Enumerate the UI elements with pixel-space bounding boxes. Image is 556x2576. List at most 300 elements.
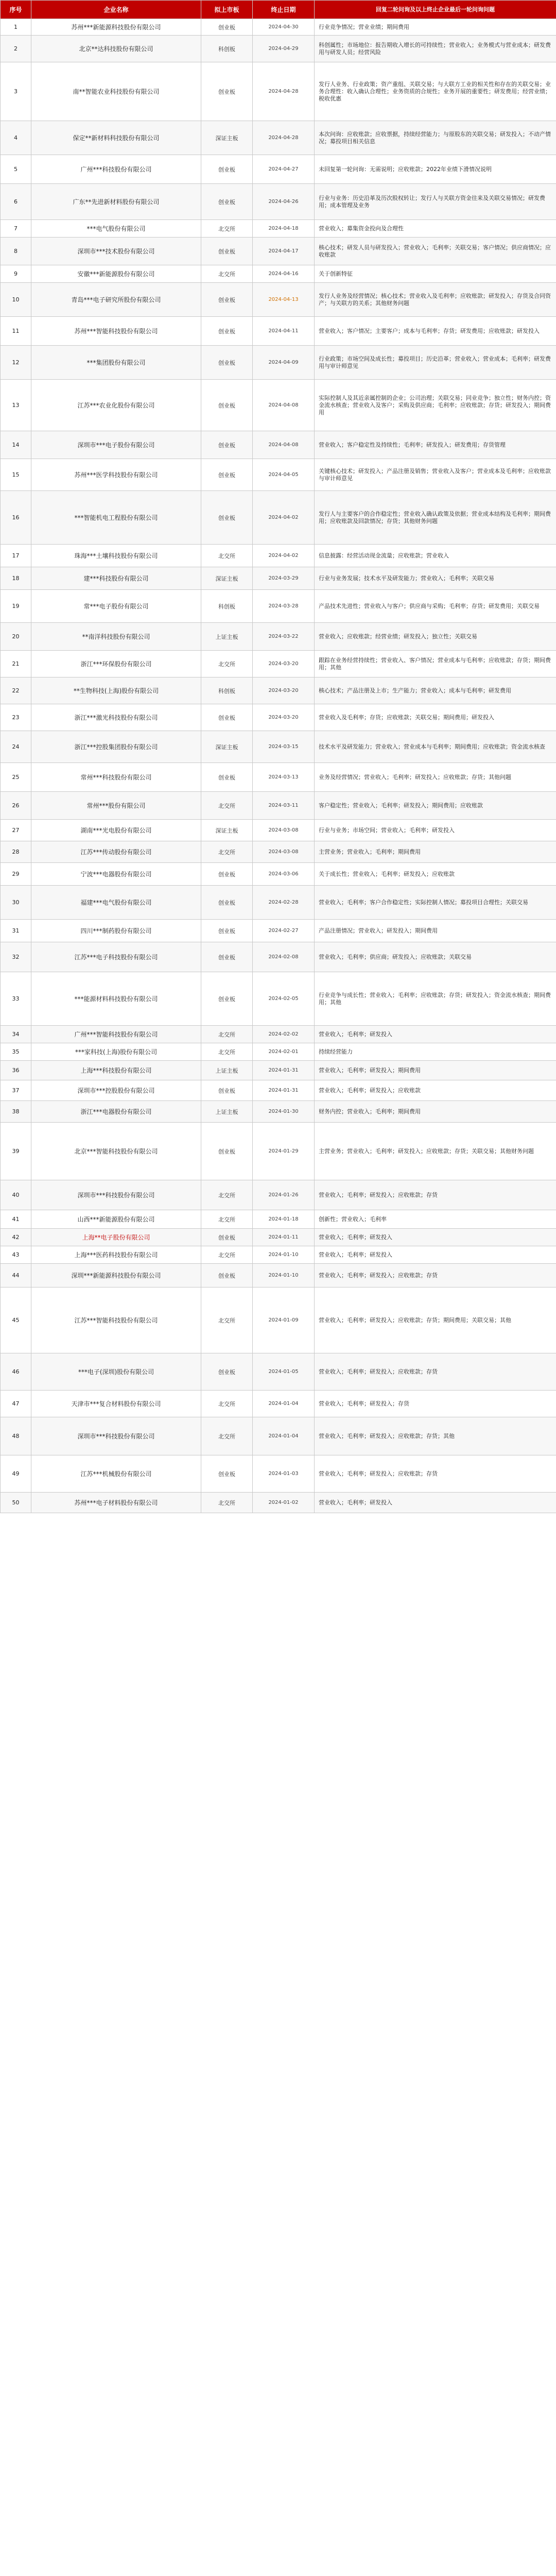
row-number: 50 bbox=[1, 1493, 31, 1513]
inquiry-topics: 营业收入；客户情况；主要客户；成本与毛利率；存货；研发费用；应收账款；研发投入 bbox=[315, 317, 556, 346]
company-name: 浙江***控股集团股份有限公司 bbox=[31, 731, 201, 763]
termination-date: 2024-01-29 bbox=[253, 1123, 315, 1180]
listing-board: 创业板 bbox=[201, 942, 253, 972]
header-date: 终止日期 bbox=[253, 1, 315, 19]
table-row bbox=[1, 36, 556, 62]
inquiry-topics: 营业收入；毛利率；研发投入 bbox=[315, 1026, 556, 1043]
listing-board: 创业板 bbox=[201, 155, 253, 184]
table-row bbox=[1, 380, 556, 431]
table-row bbox=[1, 763, 556, 792]
termination-date: 2024-03-11 bbox=[253, 792, 315, 820]
row-number: 24 bbox=[1, 731, 31, 763]
inquiry-topics: 业务及经营情况；营业收入；毛利率；研发投入；应收账款；存货；其他问题 bbox=[315, 763, 556, 792]
termination-date: 2024-02-27 bbox=[253, 920, 315, 942]
termination-date: 2024-04-28 bbox=[253, 121, 315, 155]
company-name: 天津市***复合材料股份有限公司 bbox=[31, 1391, 201, 1417]
termination-date: 2024-04-28 bbox=[253, 62, 315, 121]
row-number: 37 bbox=[1, 1080, 31, 1101]
inquiry-topics: 发行人与主要客户的合作稳定性；营业收入确认政策及依据；营业成本结构及毛利率；期间费用；应收账款及回款情况；存货；其他财务问题 bbox=[315, 491, 556, 545]
table-row bbox=[1, 346, 556, 380]
table-row bbox=[1, 704, 556, 731]
table-row bbox=[1, 820, 556, 841]
table-row bbox=[1, 1391, 556, 1417]
inquiry-topics: 产品技术先进性；营业收入与客户；供应商与采购；毛利率；存货；研发费用；关联交易 bbox=[315, 590, 556, 623]
termination-date: 2024-03-20 bbox=[253, 651, 315, 677]
table-row bbox=[1, 155, 556, 184]
table-row bbox=[1, 265, 556, 283]
table-row bbox=[1, 841, 556, 863]
inquiry-topics: 营业收入及毛利率；存货；应收账款；关联交易；期间费用；研发投入 bbox=[315, 704, 556, 731]
termination-date: 2024-03-28 bbox=[253, 590, 315, 623]
table-row bbox=[1, 1043, 556, 1061]
inquiry-topics: 核心技术；研发人员与研发投入；营业收入；毛利率；关联交易；客户情况；供应商情况；应收账款 bbox=[315, 238, 556, 265]
termination-date: 2024-01-04 bbox=[253, 1391, 315, 1417]
row-number: 5 bbox=[1, 155, 31, 184]
termination-date: 2024-03-08 bbox=[253, 820, 315, 841]
table-row bbox=[1, 1229, 556, 1246]
termination-date: 2024-01-18 bbox=[253, 1210, 315, 1229]
row-number: 44 bbox=[1, 1264, 31, 1287]
listing-board: 创业板 bbox=[201, 863, 253, 886]
company-name: 珠海***土壤科技股份有限公司 bbox=[31, 545, 201, 567]
company-name: **生物科技(上海)股份有限公司 bbox=[31, 677, 201, 704]
table-row bbox=[1, 491, 556, 545]
company-name: 江苏***农业化股份有限公司 bbox=[31, 380, 201, 431]
company-name: 苏州***医学科技股份有限公司 bbox=[31, 459, 201, 491]
inquiry-topics: 营业收入；毛利率；研发投入 bbox=[315, 1493, 556, 1513]
listing-board: 创业板 bbox=[201, 346, 253, 380]
inquiry-topics: 持续经营能力 bbox=[315, 1043, 556, 1061]
table-row bbox=[1, 567, 556, 590]
company-name: 浙江***环保股份有限公司 bbox=[31, 651, 201, 677]
listing-board: 创业板 bbox=[201, 704, 253, 731]
termination-date: 2024-04-08 bbox=[253, 431, 315, 459]
company-name: 深圳市***电子股份有限公司 bbox=[31, 431, 201, 459]
table-row bbox=[1, 1417, 556, 1455]
listing-board: 北交所 bbox=[201, 651, 253, 677]
row-number: 48 bbox=[1, 1417, 31, 1455]
company-name: 常***电子股份有限公司 bbox=[31, 590, 201, 623]
listing-board: 北交所 bbox=[201, 1043, 253, 1061]
header-board: 拟上市板 bbox=[201, 1, 253, 19]
company-name: 安徽***新能源股份有限公司 bbox=[31, 265, 201, 283]
listing-board: 上证主板 bbox=[201, 1061, 253, 1080]
table-row bbox=[1, 459, 556, 491]
table-row bbox=[1, 942, 556, 972]
row-number: 11 bbox=[1, 317, 31, 346]
company-name: 苏州***智能科技股份有限公司 bbox=[31, 317, 201, 346]
inquiry-topics: 营业收入；客户稳定性及持续性；毛利率；研发投入；研发费用；存货管理 bbox=[315, 431, 556, 459]
row-number: 7 bbox=[1, 220, 31, 238]
row-number: 16 bbox=[1, 491, 31, 545]
row-number: 12 bbox=[1, 346, 31, 380]
row-number: 36 bbox=[1, 1061, 31, 1080]
termination-date: 2024-02-05 bbox=[253, 972, 315, 1026]
table-row bbox=[1, 677, 556, 704]
inquiry-topics: 主营业务；营业收入；毛利率；期间费用 bbox=[315, 841, 556, 863]
listing-board: 创业板 bbox=[201, 763, 253, 792]
listing-board: 上证主板 bbox=[201, 623, 253, 651]
company-name: 广州***智能科技股份有限公司 bbox=[31, 1026, 201, 1043]
company-name: 宁波***电器股份有限公司 bbox=[31, 863, 201, 886]
listing-board: 科创板 bbox=[201, 590, 253, 623]
listing-board: 科创板 bbox=[201, 36, 253, 62]
table-row bbox=[1, 545, 556, 567]
listing-board: 北交所 bbox=[201, 1391, 253, 1417]
termination-date: 2024-02-02 bbox=[253, 1026, 315, 1043]
listing-board: 创业板 bbox=[201, 19, 253, 36]
row-number: 2 bbox=[1, 36, 31, 62]
termination-date: 2024-03-15 bbox=[253, 731, 315, 763]
inquiry-topics: 营业收入；募集资金投向及合理性 bbox=[315, 220, 556, 238]
row-number: 8 bbox=[1, 238, 31, 265]
row-number: 42 bbox=[1, 1229, 31, 1246]
company-name: ***智能机电工程股份有限公司 bbox=[31, 491, 201, 545]
inquiry-topics: 营业收入；毛利率；客户合作稳定性；实际控制人情况；募投项目合理性；关联交易 bbox=[315, 886, 556, 920]
termination-date: 2024-04-09 bbox=[253, 346, 315, 380]
inquiry-topics: 营业收入；毛利率；研发投入；应收账款；存货 bbox=[315, 1180, 556, 1210]
company-name: 山西***新能源股份有限公司 bbox=[31, 1210, 201, 1229]
table-row bbox=[1, 220, 556, 238]
table-row bbox=[1, 1455, 556, 1493]
inquiry-topics: 行业与业务发展；技术水平及研发能力；营业收入；毛利率；关联交易 bbox=[315, 567, 556, 590]
company-name: 南**智能农业科技股份有限公司 bbox=[31, 62, 201, 121]
company-name: 北京**达科技股份有限公司 bbox=[31, 36, 201, 62]
inquiry-topics: 信息披露：经营活动现金流量；应收账款；营业收入 bbox=[315, 545, 556, 567]
table-row bbox=[1, 1061, 556, 1080]
company-name: 上海***医药科技股份有限公司 bbox=[31, 1246, 201, 1264]
inquiry-topics: 未回复第一轮问询：无需说明；应收账款；2022年业绩下滑情况说明 bbox=[315, 155, 556, 184]
listing-board: 深证主板 bbox=[201, 820, 253, 841]
termination-date: 2024-04-02 bbox=[253, 545, 315, 567]
inquiry-topics: 主营业务；营业收入；毛利率；研发投入；应收账款；存货；关联交易；其他财务问题 bbox=[315, 1123, 556, 1180]
table-row bbox=[1, 651, 556, 677]
listing-board: 创业板 bbox=[201, 920, 253, 942]
header-row bbox=[1, 1, 556, 19]
row-number: 32 bbox=[1, 942, 31, 972]
company-name: 广东**先进新材料股份有限公司 bbox=[31, 184, 201, 220]
company-name: 福建***电气股份有限公司 bbox=[31, 886, 201, 920]
listing-board: 北交所 bbox=[201, 1210, 253, 1229]
company-name: 常州***科技股份有限公司 bbox=[31, 763, 201, 792]
listing-board: 上证主板 bbox=[201, 1101, 253, 1123]
row-number: 15 bbox=[1, 459, 31, 491]
row-number: 23 bbox=[1, 704, 31, 731]
termination-date: 2024-04-11 bbox=[253, 317, 315, 346]
inquiry-topics: 营业收入；毛利率；研发投入；应收账款；存货 bbox=[315, 1353, 556, 1391]
listing-board: 北交所 bbox=[201, 792, 253, 820]
inquiry-topics: 科创属性；市场地位：报告期收入增长的可持续性；营业收入；业务模式与营业成本；研发费用与研发人员；经营风险 bbox=[315, 36, 556, 62]
termination-date: 2024-02-28 bbox=[253, 886, 315, 920]
row-number: 40 bbox=[1, 1180, 31, 1210]
company-name: ***电气股份有限公司 bbox=[31, 220, 201, 238]
company-name: 上海**电子股份有限公司 bbox=[31, 1229, 201, 1246]
table-row bbox=[1, 184, 556, 220]
row-number: 3 bbox=[1, 62, 31, 121]
inquiry-topics: 营业收入；毛利率；研发投入；期间费用 bbox=[315, 1061, 556, 1080]
termination-date: 2024-02-01 bbox=[253, 1043, 315, 1061]
row-number: 29 bbox=[1, 863, 31, 886]
listing-board: 创业板 bbox=[201, 62, 253, 121]
termination-date: 2024-01-09 bbox=[253, 1287, 315, 1353]
table-row bbox=[1, 886, 556, 920]
termination-date: 2024-03-29 bbox=[253, 567, 315, 590]
row-number: 49 bbox=[1, 1455, 31, 1493]
inquiry-topics: 营业收入；毛利率；研发投入；应收账款 bbox=[315, 1080, 556, 1101]
inquiry-topics: 营业收入；毛利率；研发投入；应收账款；存货 bbox=[315, 1264, 556, 1287]
company-name: 建***科技股份有限公司 bbox=[31, 567, 201, 590]
listing-board: 北交所 bbox=[201, 1180, 253, 1210]
listing-board: 创业板 bbox=[201, 886, 253, 920]
listing-board: 深证主板 bbox=[201, 121, 253, 155]
termination-date: 2024-03-06 bbox=[253, 863, 315, 886]
listing-board: 北交所 bbox=[201, 545, 253, 567]
row-number: 38 bbox=[1, 1101, 31, 1123]
table-row bbox=[1, 623, 556, 651]
termination-date: 2024-01-26 bbox=[253, 1180, 315, 1210]
listing-board: 创业板 bbox=[201, 380, 253, 431]
table-row bbox=[1, 238, 556, 265]
termination-date: 2024-03-13 bbox=[253, 763, 315, 792]
table-row bbox=[1, 1210, 556, 1229]
listing-board: 创业板 bbox=[201, 1229, 253, 1246]
listing-board: 创业板 bbox=[201, 184, 253, 220]
termination-date: 2024-01-31 bbox=[253, 1061, 315, 1080]
row-number: 6 bbox=[1, 184, 31, 220]
inquiry-topics: 财务内控；营业收入；毛利率；期间费用 bbox=[315, 1101, 556, 1123]
termination-date: 2024-04-26 bbox=[253, 184, 315, 220]
company-name: 江苏***智能科技股份有限公司 bbox=[31, 1287, 201, 1353]
table-row bbox=[1, 1180, 556, 1210]
company-name: 浙江***激光科技股份有限公司 bbox=[31, 704, 201, 731]
company-name: 江苏***电子科技股份有限公司 bbox=[31, 942, 201, 972]
inquiry-topics: 营业收入；毛利率；供应商；研发投入；应收账款；关联交易 bbox=[315, 942, 556, 972]
row-number: 9 bbox=[1, 265, 31, 283]
listing-board: 创业板 bbox=[201, 431, 253, 459]
listing-board: 北交所 bbox=[201, 1026, 253, 1043]
row-number: 19 bbox=[1, 590, 31, 623]
inquiry-topics: 行业与业务：历史沿革及历次股权转让；发行人与关联方资金往来及关联交易情况；研发费用；成本管理及业务 bbox=[315, 184, 556, 220]
company-name: 深圳***新能源科技股份有限公司 bbox=[31, 1264, 201, 1287]
listing-board: 创业板 bbox=[201, 972, 253, 1026]
table-row bbox=[1, 1101, 556, 1123]
termination-date: 2024-01-04 bbox=[253, 1417, 315, 1455]
listing-board: 创业板 bbox=[201, 1123, 253, 1180]
listing-board: 北交所 bbox=[201, 1246, 253, 1264]
table-row bbox=[1, 283, 556, 317]
row-number: 20 bbox=[1, 623, 31, 651]
row-number: 17 bbox=[1, 545, 31, 567]
company-name: 浙江***电器股份有限公司 bbox=[31, 1101, 201, 1123]
listing-board: 创业板 bbox=[201, 317, 253, 346]
inquiry-topics: 创新性；营业收入；毛利率 bbox=[315, 1210, 556, 1229]
row-number: 28 bbox=[1, 841, 31, 863]
row-number: 26 bbox=[1, 792, 31, 820]
table-row bbox=[1, 590, 556, 623]
company-name: ***集团股份有限公司 bbox=[31, 346, 201, 380]
table-row bbox=[1, 1080, 556, 1101]
table-row bbox=[1, 731, 556, 763]
row-number: 13 bbox=[1, 380, 31, 431]
inquiry-topics: 关键核心技术；研发投入；产品注册及销售；营业收入及客户；营业成本及毛利率；应收账款与审计师意见 bbox=[315, 459, 556, 491]
company-name: ***能源材料科技股份有限公司 bbox=[31, 972, 201, 1026]
termination-date: 2024-01-03 bbox=[253, 1455, 315, 1493]
company-name: 深圳市***控股股份有限公司 bbox=[31, 1080, 201, 1101]
header-no: 序号 bbox=[1, 1, 31, 19]
listing-board: 北交所 bbox=[201, 1417, 253, 1455]
table-row bbox=[1, 431, 556, 459]
row-number: 30 bbox=[1, 886, 31, 920]
row-number: 41 bbox=[1, 1210, 31, 1229]
header-company: 企业名称 bbox=[31, 1, 201, 19]
termination-date: 2024-04-30 bbox=[253, 19, 315, 36]
row-number: 46 bbox=[1, 1353, 31, 1391]
row-number: 45 bbox=[1, 1287, 31, 1353]
termination-date: 2024-01-10 bbox=[253, 1264, 315, 1287]
listing-board: 科创板 bbox=[201, 677, 253, 704]
row-number: 27 bbox=[1, 820, 31, 841]
row-number: 1 bbox=[1, 19, 31, 36]
termination-date: 2024-04-17 bbox=[253, 238, 315, 265]
company-name: ***电子(深圳)股份有限公司 bbox=[31, 1353, 201, 1391]
company-name: 深圳市***科技股份有限公司 bbox=[31, 1417, 201, 1455]
company-name: 常州***股份有限公司 bbox=[31, 792, 201, 820]
row-number: 14 bbox=[1, 431, 31, 459]
company-name: 保定**新材料科技股份有限公司 bbox=[31, 121, 201, 155]
inquiry-topics: 产品注册情况；营业收入；研发投入；期间费用 bbox=[315, 920, 556, 942]
table-row bbox=[1, 121, 556, 155]
listing-board: 创业板 bbox=[201, 1455, 253, 1493]
company-name: **南洋科技股份有限公司 bbox=[31, 623, 201, 651]
row-number: 43 bbox=[1, 1246, 31, 1264]
listing-board: 创业板 bbox=[201, 459, 253, 491]
row-number: 47 bbox=[1, 1391, 31, 1417]
table-row bbox=[1, 792, 556, 820]
row-number: 4 bbox=[1, 121, 31, 155]
inquiry-topics: 营业收入；毛利率；研发投入；应收账款；存货 bbox=[315, 1455, 556, 1493]
row-number: 22 bbox=[1, 677, 31, 704]
termination-date: 2024-01-10 bbox=[253, 1246, 315, 1264]
row-number: 39 bbox=[1, 1123, 31, 1180]
termination-date: 2024-04-16 bbox=[253, 265, 315, 283]
company-name: 深圳市***科技股份有限公司 bbox=[31, 1180, 201, 1210]
termination-date: 2024-01-30 bbox=[253, 1101, 315, 1123]
termination-date: 2024-01-11 bbox=[253, 1229, 315, 1246]
termination-date: 2024-04-27 bbox=[253, 155, 315, 184]
table-row bbox=[1, 1123, 556, 1180]
termination-date: 2024-03-20 bbox=[253, 704, 315, 731]
row-number: 33 bbox=[1, 972, 31, 1026]
inquiry-topics: 行业政策；市场空间及成长性；募投项目；历史沿革；营业收入；营业成本；毛利率；研发费用与审计师意见 bbox=[315, 346, 556, 380]
listing-board: 创业板 bbox=[201, 283, 253, 317]
company-name: 上海***科技股份有限公司 bbox=[31, 1061, 201, 1080]
company-name: 湖南***光电股份有限公司 bbox=[31, 820, 201, 841]
row-number: 35 bbox=[1, 1043, 31, 1061]
row-number: 10 bbox=[1, 283, 31, 317]
table-row bbox=[1, 19, 556, 36]
listing-board: 北交所 bbox=[201, 265, 253, 283]
inquiry-topics: 关于创新特征 bbox=[315, 265, 556, 283]
termination-date: 2024-01-31 bbox=[253, 1080, 315, 1101]
company-name: 江苏***机械股份有限公司 bbox=[31, 1455, 201, 1493]
listing-board: 创业板 bbox=[201, 238, 253, 265]
row-number: 21 bbox=[1, 651, 31, 677]
table-row bbox=[1, 317, 556, 346]
table-body bbox=[1, 19, 556, 1513]
inquiry-topics: 关于成长性；营业收入；毛利率；研发投入；应收账款 bbox=[315, 863, 556, 886]
listing-board: 深证主板 bbox=[201, 731, 253, 763]
company-name: 广州***科技股份有限公司 bbox=[31, 155, 201, 184]
table-row bbox=[1, 62, 556, 121]
listing-board: 北交所 bbox=[201, 1493, 253, 1513]
listing-board: 北交所 bbox=[201, 220, 253, 238]
listing-board: 创业板 bbox=[201, 491, 253, 545]
table-row bbox=[1, 863, 556, 886]
termination-date: 2024-04-02 bbox=[253, 491, 315, 545]
company-name: 江苏***传动股份有限公司 bbox=[31, 841, 201, 863]
row-number: 18 bbox=[1, 567, 31, 590]
termination-date: 2024-02-08 bbox=[253, 942, 315, 972]
table-row bbox=[1, 1287, 556, 1353]
inquiry-topics: 营业收入；毛利率；研发投入；应收账款；存货；其他 bbox=[315, 1417, 556, 1455]
header-topic: 回复二轮问询及以上终止企业最后一轮问询问题 bbox=[315, 1, 556, 19]
inquiry-topics: 营业收入；毛利率；研发投入 bbox=[315, 1246, 556, 1264]
inquiry-topics: 发行人业务及经营情况；核心技术；营业收入及毛利率；应收账款；研发投入；存货及合同资产；与关联方的关系；其他财务问题 bbox=[315, 283, 556, 317]
table-row bbox=[1, 1493, 556, 1513]
company-name: 北京***智能科技股份有限公司 bbox=[31, 1123, 201, 1180]
termination-date: 2024-04-18 bbox=[253, 220, 315, 238]
inquiry-topics: 行业竞争情况；营业业绩；期间费用 bbox=[315, 19, 556, 36]
termination-date: 2024-04-13 bbox=[253, 283, 315, 317]
listing-board: 深证主板 bbox=[201, 567, 253, 590]
inquiry-topics: 实际控制人及其近亲属控制的企业；公司治理；关联交易；同业竞争；独立性；财务内控；资金流水核查；营业收入及客户；采购及供应商；毛利率；应收账款；存货；研发投入；期间费用 bbox=[315, 380, 556, 431]
inquiry-topics: 行业竞争与成长性；营业收入；毛利率；应收账款；存货；研发投入；资金流水核查；期间费用；其他 bbox=[315, 972, 556, 1026]
company-name: 苏州***电子材料股份有限公司 bbox=[31, 1493, 201, 1513]
table-row bbox=[1, 920, 556, 942]
inquiry-topics: 营业收入；毛利率；研发投入；存货 bbox=[315, 1391, 556, 1417]
termination-date: 2024-04-29 bbox=[253, 36, 315, 62]
inquiry-topics: 核心技术；产品注册及上市；生产能力；营业收入；成本与毛利率；研发费用 bbox=[315, 677, 556, 704]
termination-date: 2024-04-08 bbox=[253, 380, 315, 431]
company-name: 深圳市***技术股份有限公司 bbox=[31, 238, 201, 265]
inquiry-topics: 本次问询：应收账款；应收票据，持续经营能力；与原股东的关联交易；研发投入；不动产情况；募投项目相关信息 bbox=[315, 121, 556, 155]
listing-board: 北交所 bbox=[201, 1287, 253, 1353]
table-row bbox=[1, 972, 556, 1026]
company-name: 苏州***新能源科技股份有限公司 bbox=[31, 19, 201, 36]
termination-date: 2024-03-22 bbox=[253, 623, 315, 651]
inquiry-topics: 营业收入；毛利率；研发投入 bbox=[315, 1229, 556, 1246]
company-name: 青岛***电子研究所股份有限公司 bbox=[31, 283, 201, 317]
inquiry-topics: 营业收入；毛利率；研发投入；应收账款；存货；期间费用；关联交易；其他 bbox=[315, 1287, 556, 1353]
listing-board: 创业板 bbox=[201, 1264, 253, 1287]
listing-board: 创业板 bbox=[201, 1080, 253, 1101]
table-row bbox=[1, 1353, 556, 1391]
termination-date: 2024-03-08 bbox=[253, 841, 315, 863]
company-name: 四川***制药股份有限公司 bbox=[31, 920, 201, 942]
table-row bbox=[1, 1264, 556, 1287]
termination-date: 2024-04-05 bbox=[253, 459, 315, 491]
row-number: 31 bbox=[1, 920, 31, 942]
listing-board: 创业板 bbox=[201, 1353, 253, 1391]
inquiry-topics: 技术水平及研发能力；营业收入；营业成本与毛利率；期间费用；应收账款；资金流水核查 bbox=[315, 731, 556, 763]
inquiry-topics: 营业收入；应收账款；经营业绩；研发投入；独立性；关联交易 bbox=[315, 623, 556, 651]
company-name: ***家科技(上海)股份有限公司 bbox=[31, 1043, 201, 1061]
listing-board: 北交所 bbox=[201, 841, 253, 863]
termination-date: 2024-01-02 bbox=[253, 1493, 315, 1513]
table-row bbox=[1, 1246, 556, 1264]
inquiry-topics: 客户稳定性；营业收入；毛利率；研发投入；期间费用；应收账款 bbox=[315, 792, 556, 820]
termination-date: 2024-03-20 bbox=[253, 677, 315, 704]
